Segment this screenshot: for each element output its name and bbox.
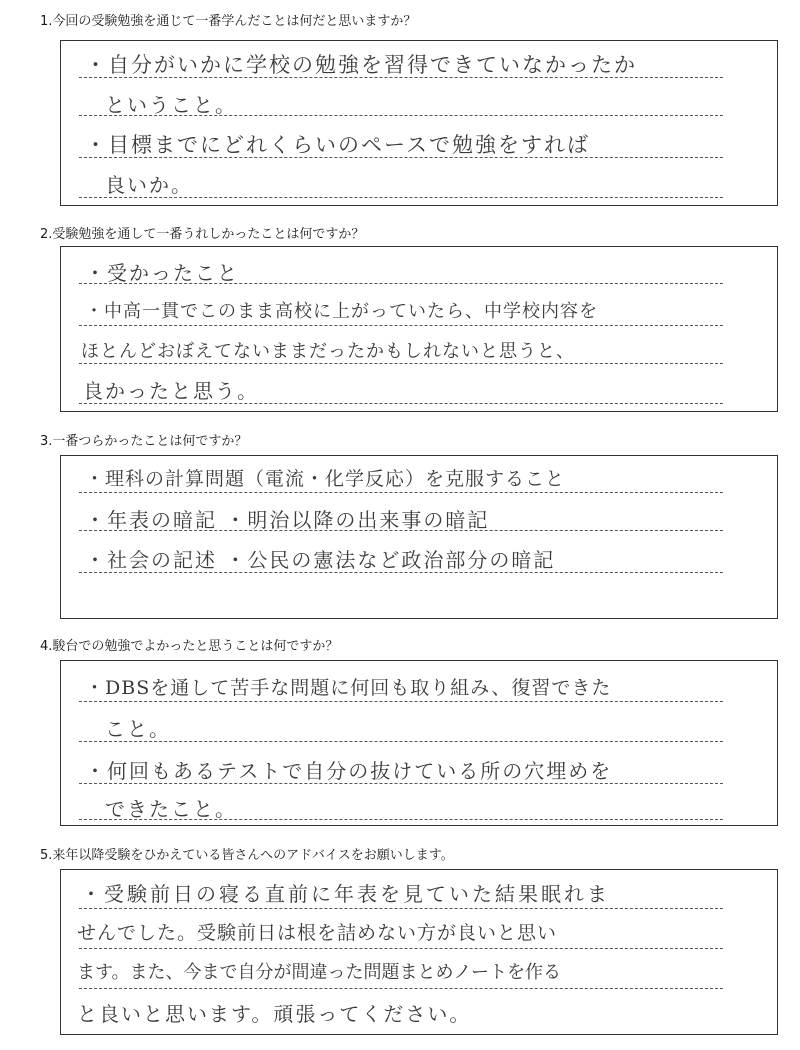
answer-text: ・何回もあるテストで自分の抜けている所の穴埋めを — [85, 759, 613, 783]
answer-line — [79, 701, 723, 702]
answer-box-2 — [60, 246, 778, 412]
answer-text: ・目標までにどれくらいのペースで勉強をすれば — [85, 133, 590, 157]
answer-line — [79, 988, 723, 989]
answer-text: ・DBSを通して苦手な問題に何回も取り組み、復習できた — [85, 677, 612, 699]
question-1-title: 1.今回の受験勉強を通じて一番学んだことは何だと思いますか？ — [40, 14, 417, 29]
answer-text: できたこと。 — [105, 797, 237, 821]
question-4-title: 4.駿台での勉強でよかったと思うことは何ですか？ — [40, 639, 339, 654]
question-3-title: 3.一番つらかったことは何ですか？ — [40, 434, 248, 449]
answer-line — [79, 948, 723, 949]
answer-text: こと。 — [105, 717, 171, 741]
answer-text: ・中高一貫でこのまま高校に上がっていたら、中学校内容を — [85, 301, 598, 322]
answer-box-5 — [60, 869, 778, 1035]
answer-text: ・理科の計算問題（電流・化学反応）を克服すること — [85, 468, 566, 490]
answer-text: せんでした。受験前日は根を詰めない方が良いと思い — [77, 922, 558, 944]
question-2-title: 2.受験勉強を通して一番うれしかったことは何ですか？ — [40, 227, 365, 242]
answer-text: ます。また、今まで自分が間違った問題まとめノートを作る — [77, 962, 562, 983]
answer-text: ということ。 — [105, 93, 237, 117]
answer-box-1 — [60, 40, 778, 206]
answer-box-4 — [60, 660, 778, 826]
answer-text: 良かったと思う。 — [83, 379, 259, 403]
question-5-title: 5.来年以降受験をひかえている皆さんへのアドバイスをお願いします。 — [40, 848, 454, 863]
answer-line — [79, 741, 723, 742]
answer-text: ・受験前日の寝る直前に年表を見ていた結果眠れま — [81, 882, 610, 906]
answer-text: 良いか。 — [105, 173, 193, 197]
answer-box-3 — [60, 455, 778, 619]
answer-line — [79, 325, 723, 326]
answer-text: と良いと思います。頑張ってください。 — [77, 1002, 472, 1026]
answer-text: ほとんどおぼえてないままだったかもしれないと思うと、 — [81, 341, 575, 362]
answer-text: ・社会の記述 ・公民の憲法など政治部分の暗記 — [85, 548, 556, 572]
answer-line — [79, 363, 723, 364]
answer-text: ・年表の暗記 ・明治以降の出来事の暗記 — [85, 508, 490, 532]
answer-text: ・受かったこと — [85, 261, 239, 285]
answer-text: ・自分がいかに学校の勉強を習得できていなかったか — [85, 53, 637, 77]
answer-line — [79, 908, 723, 909]
answer-line — [79, 492, 723, 493]
